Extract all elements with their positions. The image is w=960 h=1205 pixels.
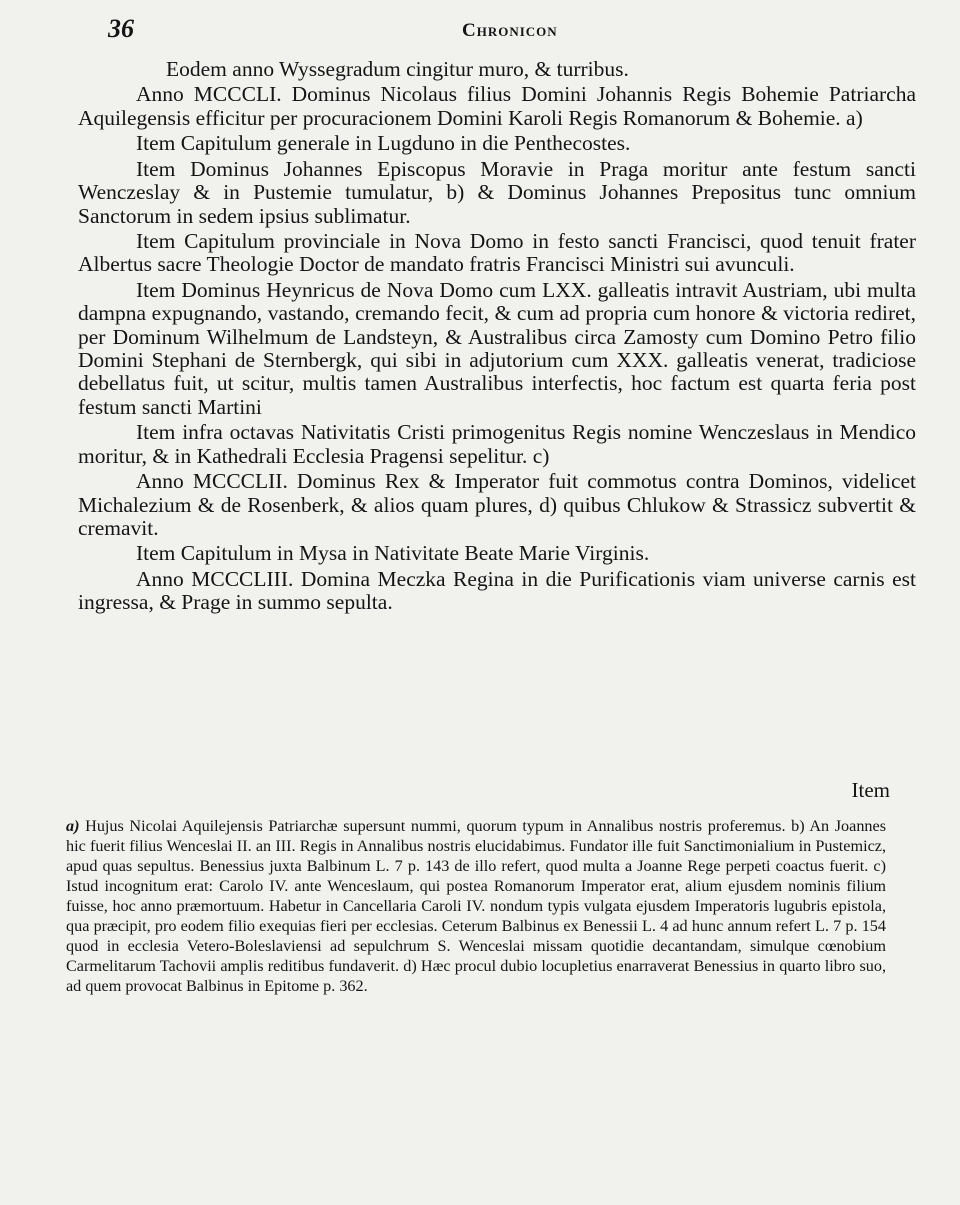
- footnotes: [66, 816, 886, 996]
- page-header: [108, 14, 908, 48]
- paragraph: Item Capitulum provinciale in Nova Domo in festo sancti Francisci, quod tenuit frater Albertus sacre Theologie Doctor de mandato fratris Francisci Ministri sui avunculi.: [78, 228, 916, 277]
- paragraph: Item infra octavas Nativitatis Cristi primogenitus Regis nomine Wenczeslaus in Mendico moritur, & in Kathedrali Ecclesia Pragensi sepelitur. c): [78, 420, 916, 468]
- paragraph: Anno MCCCLIII. Domina Meczka Regina in die Purificationis viam universe carnis est ingressa, & Prage in summo sepulta.: [78, 566, 916, 615]
- main-text: [78, 58, 916, 617]
- paragraph: Anno MCCCLII. Dominus Rex & Imperator fuit commotus contra Dominos, videlicet Michalezium & de Rosenberk, & alios quam plures, d) quibus Chlukow & Strassicz subvertit & cremavit.: [78, 469, 916, 541]
- paragraph: Item Capitulum in Mysa in Nativitate Beate Marie Virginis.: [136, 541, 650, 566]
- catchword: Item: [851, 778, 890, 802]
- page-number: 36: [108, 14, 134, 43]
- running-title: Chronicon: [462, 20, 558, 41]
- paragraph: Item Capitulum generale in Lugduno in die Penthecostes.: [136, 131, 631, 156]
- footnote-text: Hujus Nicolai Aquilejensis Patriarchæ supersunt nummi, quorum typum in Annalibus nostris proferemus. b) An Joannes hic fuerit filius Wenceslai II. an III. Regis in Annalibus nostris elucidabimus. Fundator ille fuit Sanctimonialium in Pustemicz, apud quas sepultus. Benessius juxta Balbinum L. 7 p. 143 de illo refert, quod multa a Joanne Rege perpeti coactus fuerit. c) Istud incognitum erat: Carolo IV. ante Wenceslaum, qui postea Romanorum Imperator erat, alium ejusdem nominis filium fuisse, hoc anno præmortuum. Habetur in Cancellaria Caroli IV. nondum typis vulgata ejusdem Imperatoris lugubris epistola, qua præcipit, pro eodem filio exequias fieri per ecclesias. Ceterum Balbinus ex Benessii L. 4 ad hunc annum refert L. 7 p. 154 quod in ecclesia Vetero-Boleslaviensi ad sepulchrum S. Wenceslai missam quotidie decantandam, simulque cœnobium Carmelitarum Tachovii amplis reditibus fundaverit. d) Hæc procul dubio locupletius enarraverat Benessius in quarto libro suo, ad quem provocat Balbinus in Epitome p. 362.: [66, 817, 886, 995]
- paragraph: Item Dominus Heynricus de Nova Domo cum LXX. galleatis intravit Austriam, ubi multa dampna expugnando, vastando, cremando fecit, & cum ad propria cum honore & victoria rediret, per Dominum Wilhelmum de Landsteyn, & Australibus circa Zamosty cum Domino Petro filio Domini Stephani de Sternbergk, qui sibi in adjutorium cum XXX. galleatis venerat, tradiciose debellatus fuit, ut scitur, multis tamen Australibus interfectis, hoc factum est quarta feria post festum sancti Martini: [78, 277, 916, 419]
- footnote-mark: a): [66, 817, 80, 835]
- paragraph: Eodem anno Wyssegradum cingitur muro, & turribus.: [166, 57, 629, 81]
- paragraph: Anno MCCCLI. Dominus Nicolaus filius Domini Johannis Regis Bohemie Patriarcha Aquilegensis efficitur per procuracionem Domini Karoli Regis Romanorum & Bohemie. a): [78, 82, 916, 130]
- paragraph: Item Dominus Johannes Episcopus Moravie in Praga moritur ante festum sancti Wenczeslay & in Pustemie tumulatur, b) & Dominus Johannes Prepositus tunc omnium Sanctorum in sedem ipsius sublimatur.: [78, 156, 916, 228]
